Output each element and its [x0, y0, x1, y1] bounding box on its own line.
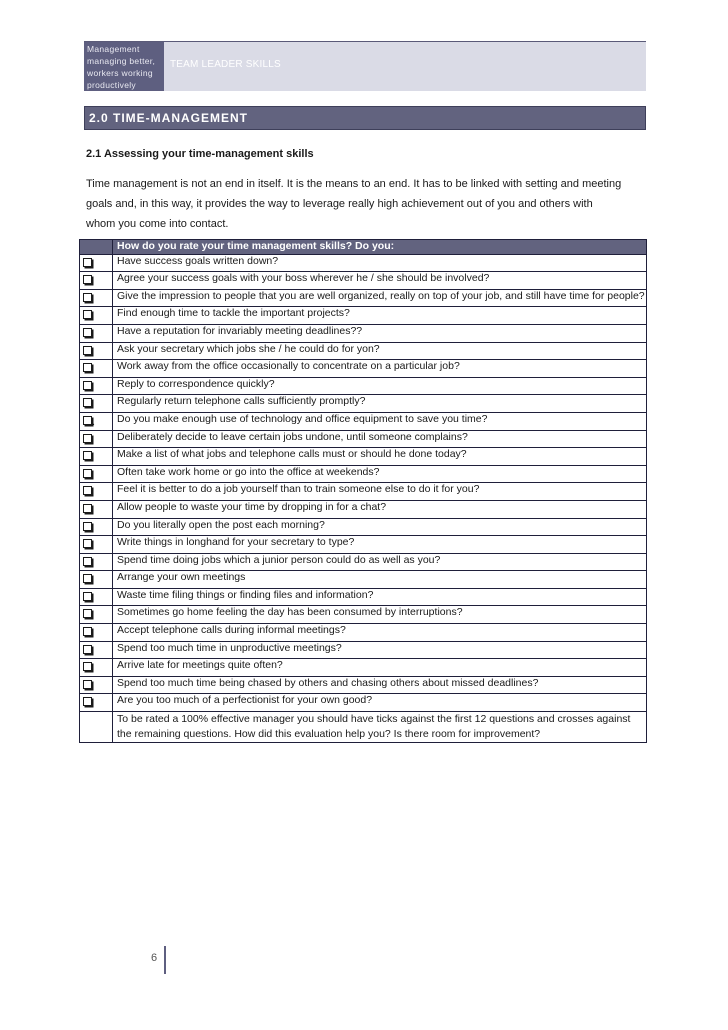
checkbox-icon[interactable] [83, 557, 92, 566]
checkbox-icon[interactable] [83, 574, 92, 583]
page-header [84, 41, 646, 91]
checklist-header-row [80, 240, 647, 255]
time-management-checklist [79, 239, 647, 743]
intro-line: Time management is not an end in itself. It is the means to an end. It has to be linked with setting and meeting [86, 178, 622, 190]
subsection-title: 2.1 Assessing your time-management skills [86, 148, 314, 160]
checklist-item-text: Find enough time to tackle the important projects? [113, 307, 647, 325]
checklist-row [80, 430, 647, 448]
checklist-item-text: Accept telephone calls during informal meetings? [113, 624, 647, 642]
checkbox-icon[interactable] [83, 609, 92, 618]
checklist-closing-row [80, 712, 647, 743]
intro-line: goals and, in this way, it provides the way to leverage really high achievement out of you and others with [86, 198, 593, 210]
checkbox-mark-suffix: . [92, 415, 96, 428]
checklist-item-text: Do you literally open the post each morning? [113, 518, 647, 536]
checklist-item-text: Spend too much time in unproductive meetings? [113, 641, 647, 659]
checklist-row [80, 465, 647, 483]
checkbox-icon[interactable] [83, 293, 92, 302]
checklist-item-text: Have a reputation for invariably meeting deadlines?? [113, 324, 647, 342]
section-title: 2.0 TIME-MANAGEMENT [84, 106, 646, 130]
page-number: 6 [151, 952, 158, 964]
checklist-row [80, 536, 647, 554]
checkbox-icon[interactable] [83, 592, 92, 601]
checklist-row [80, 448, 647, 466]
checklist-row [80, 571, 647, 589]
checklist-item-text: Waste time filing things or finding files and information? [113, 588, 647, 606]
footer-divider [164, 946, 166, 974]
checklist-item-text: Often take work home or go into the office at weekends? [113, 465, 647, 483]
checklist-item-text: Have success goals written down? [113, 254, 647, 272]
checklist-item-text: Do you make enough use of technology and office equipment to save you time? [113, 412, 647, 430]
checkbox-icon[interactable] [83, 469, 92, 478]
checklist-row [80, 659, 647, 677]
checklist-item-text: Arrange your own meetings [113, 571, 647, 589]
checklist-row [80, 606, 647, 624]
checkbox-icon[interactable] [83, 328, 92, 337]
checklist-item-text: Write things in longhand for your secretary to type? [113, 536, 647, 554]
checklist-item-text: Spend time doing jobs which a junior person could do as well as you? [113, 553, 647, 571]
header-tagline-line: managing better, [87, 56, 156, 66]
checklist-row [80, 395, 647, 413]
checkbox-icon[interactable] [83, 504, 92, 513]
checkbox-icon[interactable] [83, 363, 92, 372]
checkbox-icon[interactable] [83, 451, 92, 460]
checklist-item-text: Deliberately decide to leave certain jobs undone, until someone complains? [113, 430, 647, 448]
checklist-row [80, 377, 647, 395]
checkbox-icon[interactable] [83, 627, 92, 636]
checklist-row [80, 500, 647, 518]
intro-paragraph [86, 174, 646, 234]
checklist-question: How do you rate your time management skills? Do you: [113, 240, 647, 255]
checkbox-icon[interactable] [83, 398, 92, 407]
checklist-item-text: Spend too much time being chased by others and chasing others about missed deadlines? [113, 676, 647, 694]
header-tagline-line: workers working [87, 68, 153, 78]
checklist-item-text: Regularly return telephone calls sufficiently promptly? [113, 395, 647, 413]
header-title: TEAM LEADER SKILLS [170, 59, 281, 70]
checkbox-icon[interactable] [83, 381, 92, 390]
header-tagline-line: Management [87, 44, 140, 54]
checkbox-icon[interactable] [83, 434, 92, 443]
checkbox-icon[interactable] [83, 346, 92, 355]
checklist-row [80, 483, 647, 501]
checklist-item-text: Ask your secretary which jobs she / he could do for yon? [113, 342, 647, 360]
checklist-item-text: Feel it is better to do a job yourself than to train someone else to do it for you? [113, 483, 647, 501]
checklist-item-text: Arrive late for meetings quite often? [113, 659, 647, 677]
checklist-row [80, 272, 647, 290]
checklist-row [80, 360, 647, 378]
checklist-row [80, 676, 647, 694]
checklist-item-text: Agree your success goals with your boss wherever he / she should be involved? [113, 272, 647, 290]
checklist-row [80, 412, 647, 430]
checkbox-icon[interactable] [83, 680, 92, 689]
checklist-row [80, 553, 647, 571]
checklist-item-text: Reply to correspondence quickly? [113, 377, 647, 395]
checklist-item-text: Work away from the office occasionally to concentrate on a particular job? [113, 360, 647, 378]
checklist-row [80, 324, 647, 342]
header-tagline [84, 42, 164, 91]
checkbox-icon[interactable] [83, 645, 92, 654]
checkbox-icon[interactable] [83, 310, 92, 319]
checklist-row [80, 641, 647, 659]
checkbox-icon[interactable] [83, 697, 92, 706]
checkbox-icon[interactable] [83, 486, 92, 495]
checklist-row [80, 588, 647, 606]
checkbox-icon[interactable] [83, 539, 92, 548]
checklist-row [80, 254, 647, 272]
header-tagline-line: productively [87, 80, 136, 90]
checklist-closing-text: To be rated a 100% effective manager you should have ticks against the first 12 questions and crosses against the remaining questions. How did this evaluation help you? Is there room for improvement? [113, 712, 647, 743]
checkbox-icon[interactable] [83, 522, 92, 531]
intro-line: whom you come into contact. [86, 218, 229, 230]
checklist-item-text: Allow people to waste your time by dropping in for a chat? [113, 500, 647, 518]
checklist-row [80, 342, 647, 360]
checklist-item-text: Make a list of what jobs and telephone calls must or should he done today? [113, 448, 647, 466]
checklist-row [80, 694, 647, 712]
checklist-row [80, 624, 647, 642]
checklist-row [80, 289, 647, 307]
checklist-item-text: Are you too much of a perfectionist for your own good? [113, 694, 647, 712]
checklist-row [80, 307, 647, 325]
checkbox-icon[interactable] [83, 275, 92, 284]
checkbox-icon[interactable] [83, 258, 92, 267]
checklist-row [80, 518, 647, 536]
checklist-item-text: Sometimes go home feeling the day has been consumed by interruptions? [113, 606, 647, 624]
checkbox-icon[interactable] [83, 416, 92, 425]
checklist-item-text: Give the impression to people that you are well organized, really on top of your job, and still have time for people? [113, 289, 647, 307]
checkbox-icon[interactable] [83, 662, 92, 671]
